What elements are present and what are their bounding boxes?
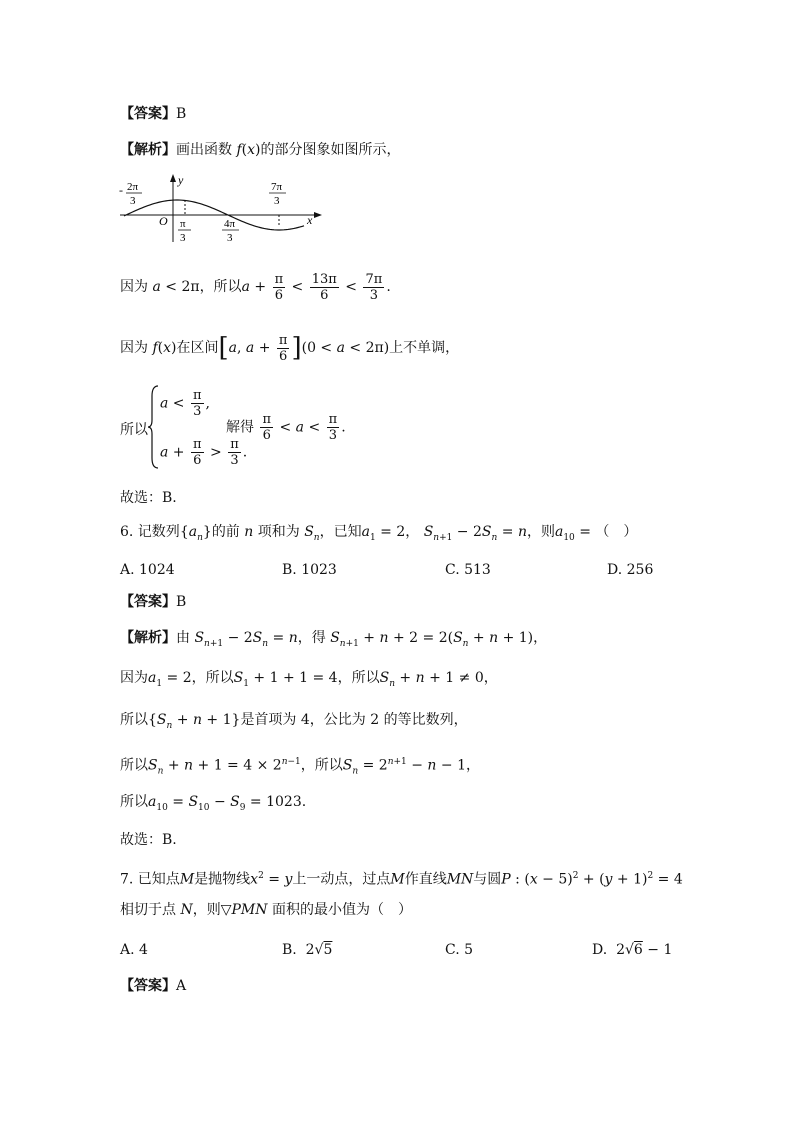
q6-option-b: B. 1023	[282, 562, 337, 578]
q6-option-c: C. 513	[445, 562, 491, 578]
brace	[148, 384, 160, 470]
question-6: 6. 记数列$\{a_n\}$的前 n 项和为 $S_n$，已知$a_1 = 2$， $S_{n+1} - 2S_n = n$，则$a_{10}$ = （ ）	[120, 524, 638, 543]
svg-text:-: -	[119, 183, 123, 197]
analysis-q6-line-3: 所以$\{S_n + n + 1\}$是首项为 4，公比为 2 的等比数列，	[120, 712, 468, 731]
tick-label-pi-3-den: 3	[180, 232, 186, 244]
analysis-line-2: 因为 a < 2π，所以a + $\frac{\pi}{6}$ < $\frac{13\pi}{6}$ < $\frac{7\pi}{3}$ .	[120, 271, 391, 303]
question-7-line-2: 相切于点 N，则▽PMN 面积的最小值为（ ）	[120, 902, 412, 918]
q6-option-a: A. 1024	[120, 562, 175, 578]
analysis-line-3: 因为 f(x)在区间[a, a + $\frac{\pi}{6}$ ](0 < a < 2π)上不单调，	[120, 332, 460, 364]
tick-label-neg-2pi-3-num: 2π	[127, 181, 139, 193]
y-axis-label: y	[178, 173, 184, 187]
analysis-q6-line-1: 【解析】由 $S_{n+1} - 2S_n = n$，得 $S_{n+1} + n + 2 = 2(S_n + n + 1)$，	[120, 630, 548, 649]
tick-label-neg-2pi-3-den: 3	[130, 195, 136, 207]
analysis-q6-line-2: 因为$a_1 = 2$，所以$S_1 + 1 + 1 = 4$，所以$S_n + n + 1 \ne 0$，	[120, 670, 498, 689]
answer-line-2: 【答案】B	[120, 594, 187, 610]
analysis-line-1: 【解析】画出函数 f(x)的部分图象如图所示，	[120, 142, 401, 158]
sine-graph	[118, 172, 328, 250]
system-row-1: a < $\frac{\pi}{3}$ ,	[160, 388, 210, 419]
q7-option-b: B. 2√5	[282, 942, 333, 958]
choose-line-2: 故选：B.	[120, 832, 177, 848]
q7-option-c: C. 5	[445, 942, 474, 958]
tick-label-7pi-3-den: 3	[274, 195, 280, 207]
solve-result: 解得 $\frac{\pi}{6}$ < a < $\frac{\pi}{3}$ .	[226, 412, 346, 443]
answer-line-1	[120, 104, 186, 124]
answer-value: B	[176, 106, 187, 122]
choose-line-1: 故选：B.	[120, 490, 177, 506]
tick-label-4pi-3-den: 3	[227, 232, 233, 244]
x-axis-label: x	[307, 213, 313, 227]
q7-option-a: A. 4	[120, 942, 148, 958]
q7-option-d: D. 2√6 − 1	[592, 942, 673, 958]
answer-label: 【答案】	[120, 106, 176, 122]
answer-line-3: 【答案】A	[120, 978, 187, 994]
system-prefix: 所以	[120, 422, 148, 438]
question-7-line-1: 7. 已知点M是抛物线$x^2 = y$上一动点，过点M作直线MN与圆P : $(x - 5)^2 + (y + 1)^2 = 4$	[120, 871, 683, 888]
q6-option-d: D. 256	[607, 562, 654, 578]
tick-label-4pi-3-num: 4π	[224, 218, 236, 230]
tick-label-pi-3-num: π	[180, 218, 186, 230]
origin-label: O	[159, 214, 168, 228]
analysis-q6-line-5: 所以$a_{10} = S_{10} - S_9 = 1023$.	[120, 794, 307, 813]
system-row-2: a + $\frac{\pi}{6}$ > $\frac{\pi}{3}$ .	[160, 437, 248, 468]
tick-label-7pi-3-num: 7π	[271, 181, 283, 193]
analysis-label: 【解析】	[120, 142, 176, 158]
analysis-q6-line-4: 所以$S_n + n + 1 = 4 \times 2^{n-1}$，所以$S_n = 2^{n+1} - n - 1$，	[120, 757, 480, 777]
